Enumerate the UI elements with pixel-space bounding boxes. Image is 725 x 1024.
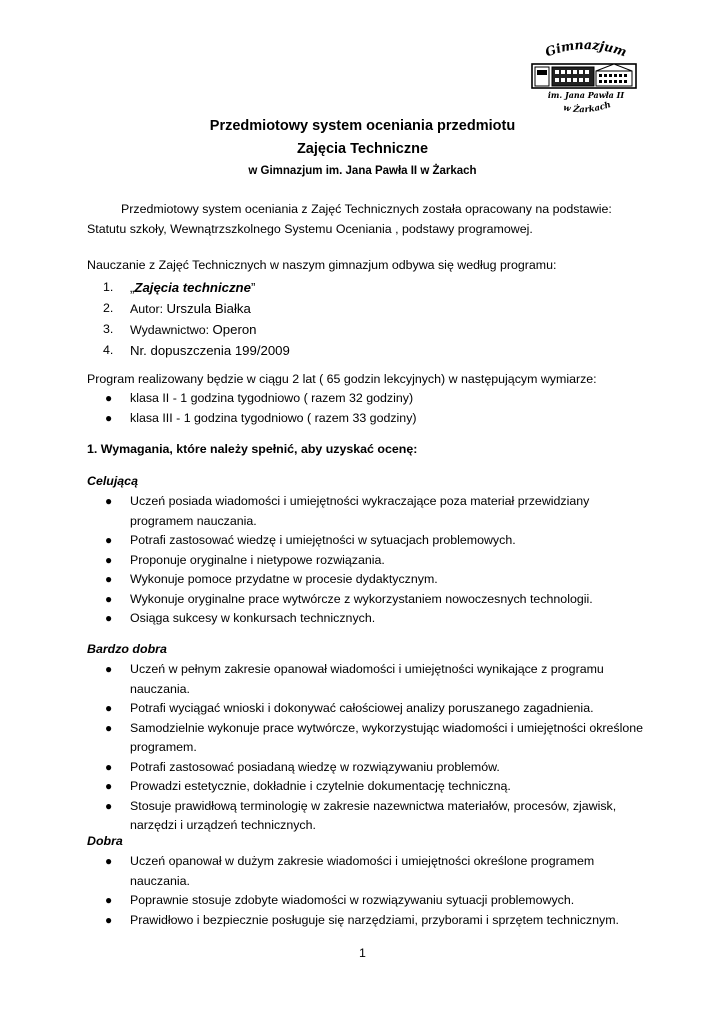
bullet-icon: ● (105, 798, 113, 813)
realization-text: Program realizowany będzie w ciągu 2 lat ( 65 godzin lekcyjnych) w następującym wymiarze: (87, 372, 597, 386)
bullet-icon: ● (105, 720, 113, 735)
list-item: ● Uczeń posiada wiadomości i umiejętności wykraczające poza materiał przewidziany programem nauczania. (105, 494, 590, 528)
list-item: ● klasa II - 1 godzina tygodniowo ( razem 32 godziny) (87, 389, 647, 409)
intro-paragraph: Przedmiotowy system oceniania z Zajęć Technicznych została opracowany na podstawie: Statutu szkoły, Wewnątrzszkolnego Systemu Oceniania , podstawy programowej. (87, 202, 612, 236)
list-item: ● Prawidłowo i bezpiecznie posługuje się narzędziami, przyborami i sprzętem technicznym. (87, 911, 647, 931)
program-name: Zajęcia techniczne (134, 280, 251, 295)
program-intro: Nauczanie z Zajęć Technicznych w naszym gimnazjum odbywa się według programu: (87, 258, 557, 272)
list-item: ● Osiąga sukcesy w konkursach technicznych. (87, 609, 647, 629)
list-item: ● klasa III - 1 godzina tygodniowo ( razem 33 godziny) (87, 409, 647, 429)
bullet-icon: ● (105, 854, 113, 868)
list-item: ● Samodzielnie wykonuje prace wytwórcze, wykorzystując wiadomości i umiejętności określone programem. (105, 720, 644, 754)
document-title-line1: Przedmiotowy system oceniania przedmiotu (209, 118, 516, 134)
svg-text:Gimnazjum (543, 38, 629, 59)
bullet-icon: ● (105, 391, 113, 405)
list-item: ● Stosuje prawidłową terminologię w zakresie nazewnictwa materiałów, procesów, zjawisk, narzędzi i urządzeń technicznych. (105, 798, 617, 832)
grade-list-bardzo-dobra (87, 660, 647, 836)
publisher-label: Wydawnictwo: (130, 323, 213, 337)
list-item: ● Proponuje oryginalne i nietypowe rozwiązania. (87, 551, 647, 571)
list-item: ● Uczeń w pełnym zakresie opanował wiadomości i umiejętności wynikające z programu nauczania. (105, 662, 604, 696)
school-logo (526, 38, 646, 120)
bullet-icon: ● (105, 591, 113, 606)
list-number: 3. (103, 322, 114, 336)
quote-open: „ (130, 280, 135, 295)
list-number: 4. (103, 343, 114, 357)
list-item: ● Potrafi zastosować posiadaną wiedzę w rozwiązywaniu problemów. (87, 758, 647, 778)
list-number: 1. (103, 280, 114, 294)
approval-number: Nr. dopuszczenia 199/2009 (130, 343, 290, 358)
publisher-value: Operon (212, 322, 257, 337)
list-item: ● Poprawnie stosuje zdobyte wiadomości w rozwiązywaniu sytuacji problemowych. (87, 891, 647, 911)
bullet-icon: ● (105, 410, 113, 425)
list-item: ● Prowadzi estetycznie, dokładnie i czytelnie dokumentację techniczną. (87, 777, 647, 797)
bullet-icon: ● (105, 494, 113, 508)
author-value: Urszula Białka (166, 301, 251, 316)
logo-line2: w Żarkach (562, 100, 613, 116)
bullet-icon: ● (105, 533, 113, 547)
list-item: ● Wykonuje oryginalne prace wytwórcze z wykorzystaniem nowoczesnych technologii. (87, 590, 647, 610)
document-subtitle: w Gimnazjum im. Jana Pawła II w Żarkach (248, 165, 477, 177)
bullet-icon: ● (105, 759, 113, 774)
page-number: 1 (359, 946, 366, 960)
bullet-icon: ● (105, 701, 113, 715)
document-title-line2: Zajęcia Techniczne (296, 141, 429, 157)
logo-line1: im. Jana Pawła II (547, 90, 625, 100)
list-item: ● Wykonuje pomoce przydatne w procesie dydaktycznym. (87, 570, 647, 590)
school-building-icon (526, 38, 646, 120)
grade-heading-celujaca: Celującą (87, 474, 138, 488)
grade-list-dobra (87, 852, 647, 930)
grade-heading-dobra: Dobra (87, 834, 123, 848)
list-item: ● Potrafi zastosować wiedzę i umiejętności w sytuacjach problemowych. (87, 531, 647, 551)
grade-list-celujaca (87, 492, 647, 629)
svg-text:w Żarkach (562, 100, 612, 115)
bullet-icon: ● (105, 552, 113, 567)
bullet-icon: ● (105, 611, 113, 625)
grade-heading-bardzo-dobra: Bardzo dobra (87, 642, 167, 656)
requirements-heading: 1. Wymagania, które należy spełnić, aby uzyskać ocenę: (87, 442, 418, 456)
realization-list (87, 389, 647, 428)
bullet-icon: ● (105, 662, 113, 676)
author-label: Autor: (130, 302, 167, 316)
bullet-icon: ● (105, 893, 113, 907)
list-number: 2. (103, 301, 114, 315)
bullet-icon: ● (105, 912, 113, 927)
list-item: ● Uczeń opanował w dużym zakresie wiadomości i umiejętności określone programem nauczania. (105, 854, 595, 888)
quote-close: ” (250, 280, 256, 295)
bullet-icon: ● (105, 779, 113, 793)
list-item: ● Potrafi wyciągać wnioski i dokonywać całościowej analizy poruszanego zagadnienia. (87, 699, 647, 719)
logo-top-text: Gimnazjum (543, 38, 629, 60)
bullet-icon: ● (105, 572, 113, 586)
